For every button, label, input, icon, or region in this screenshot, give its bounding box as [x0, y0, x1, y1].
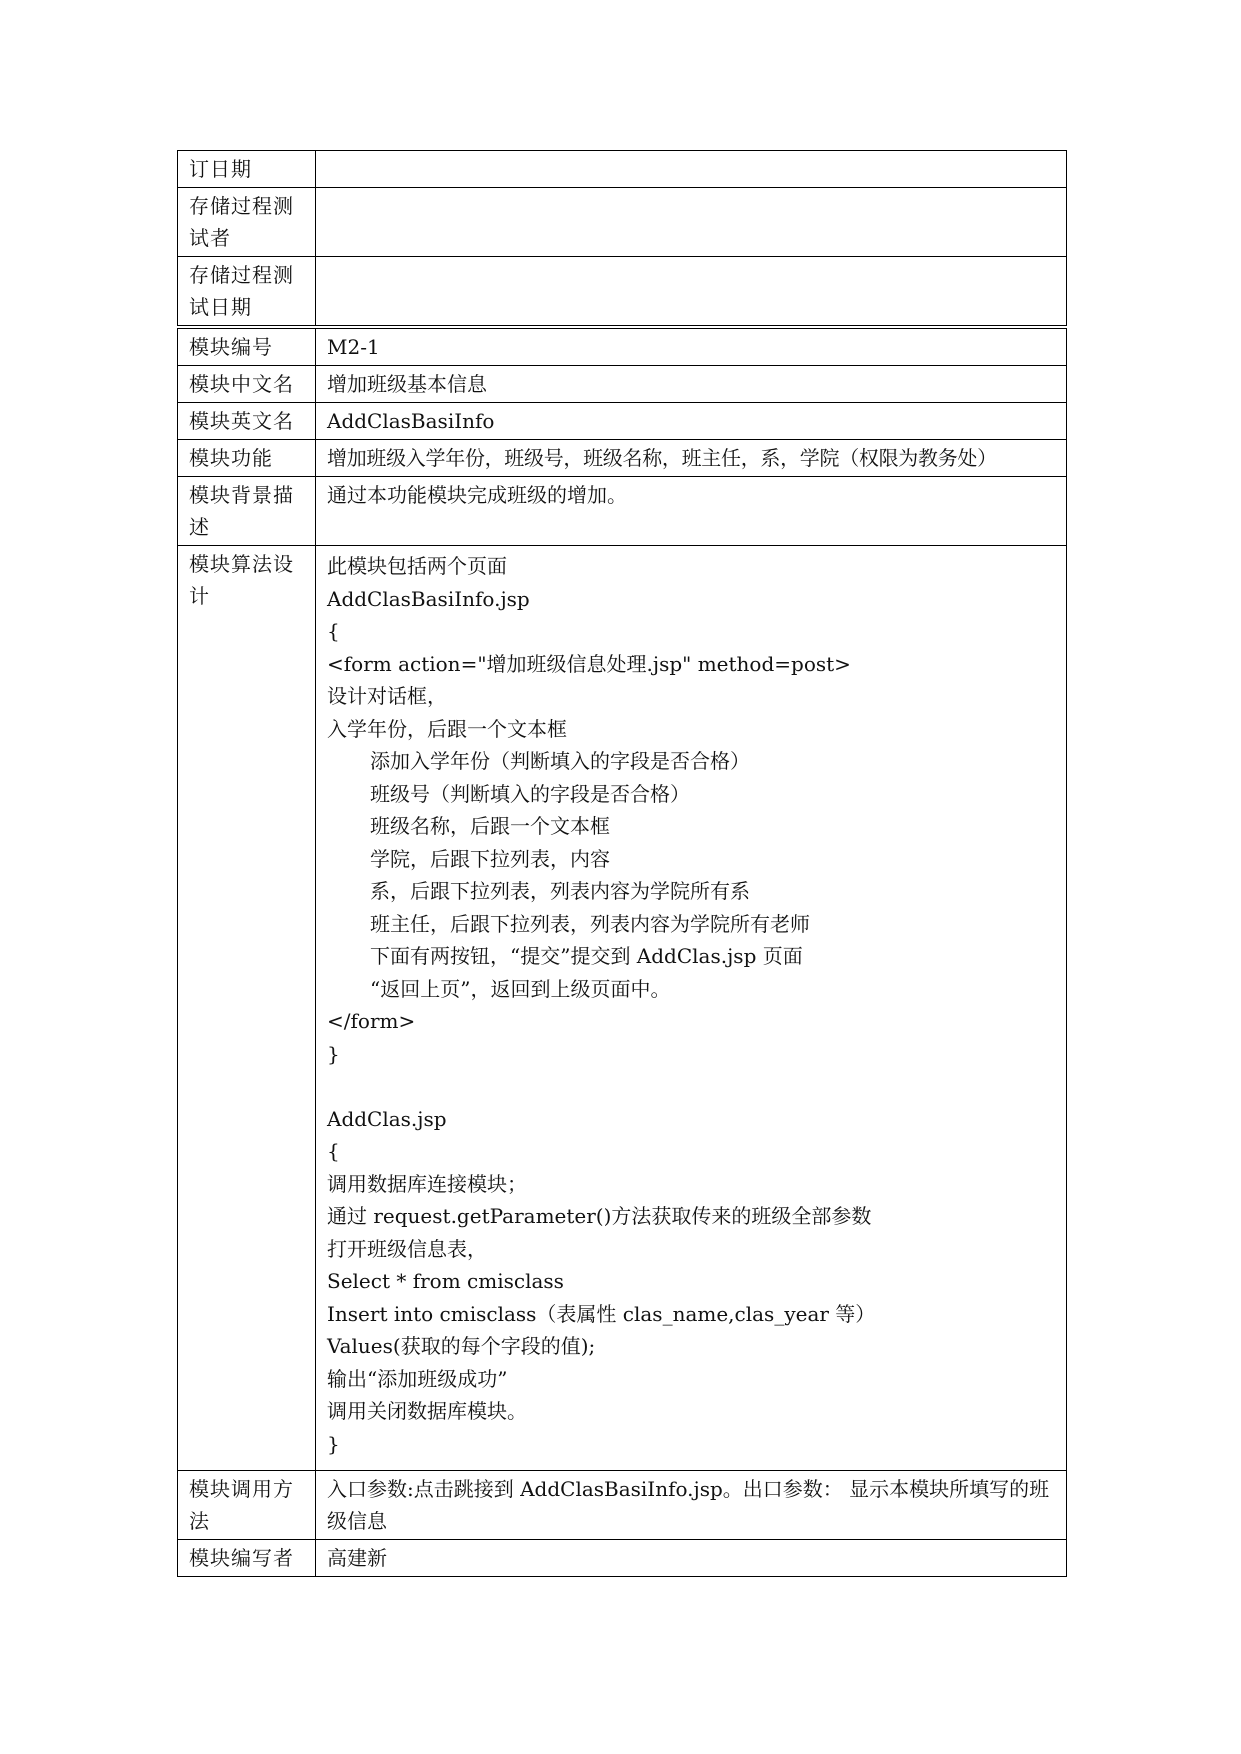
algorithm-line: 班级名称，后跟一个文本框	[370, 814, 610, 838]
algorithm-line	[327, 1070, 1056, 1103]
module-author-label: 模块编写者	[178, 1540, 316, 1577]
module-function-value: 增加班级入学年份，班级号，班级名称，班主任，系，学院（权限为教务处）	[316, 440, 1067, 477]
table-row	[178, 188, 1067, 257]
module-call-value: 入口参数:点击跳接到 AddClasBasiInfo.jsp。出口参数： 显示本模块所填写的班级信息	[316, 1471, 1067, 1540]
algorithm-line: Insert into cmisclass（表属性 clas_name,clas_year 等）	[327, 1301, 876, 1326]
module-background-value: 通过本功能模块完成班级的增加。	[316, 477, 1067, 546]
table-row	[178, 477, 1067, 546]
algorithm-line: 此模块包括两个页面	[327, 554, 507, 578]
module-en-name-label: 模块英文名	[178, 403, 316, 440]
algorithm-line: }	[327, 1431, 340, 1456]
algorithm-line: 输出“添加班级成功”	[327, 1366, 508, 1391]
module-background-label: 模块背景描述	[178, 477, 316, 546]
module-id-value: M2-1	[316, 329, 1067, 366]
table-row	[178, 329, 1067, 366]
algorithm-line: AddClas.jsp	[327, 1106, 447, 1131]
module-en-name-value: AddClasBasiInfo	[316, 403, 1067, 440]
table-row	[178, 366, 1067, 403]
table-row	[178, 257, 1067, 326]
algorithm-line: 打开班级信息表，	[327, 1236, 487, 1261]
test-info-table	[177, 150, 1067, 326]
module-algorithm-label: 模块算法设计	[178, 546, 316, 1471]
algorithm-line: 调用关闭数据库模块。	[327, 1399, 527, 1423]
module-algorithm-value	[316, 546, 1067, 1471]
table-row	[178, 546, 1067, 1471]
sp-test-date-value	[316, 257, 1067, 326]
sp-tester-value	[316, 188, 1067, 257]
algorithm-line: 学院，后跟下拉列表，内容	[370, 846, 610, 871]
table-row	[178, 1471, 1067, 1540]
algorithm-line: {	[327, 1139, 340, 1163]
module-spec-table	[177, 328, 1067, 1577]
algorithm-line: <form action="增加班级信息处理.jsp" method=post>	[327, 651, 851, 676]
algorithm-line: “返回上页”，返回到上级页面中。	[370, 976, 671, 1001]
table-row	[178, 403, 1067, 440]
algorithm-line: 调用数据库连接模块；	[327, 1171, 527, 1196]
order-date-label: 订日期	[178, 151, 316, 188]
module-cn-name-value: 增加班级基本信息	[316, 366, 1067, 403]
table-row	[178, 440, 1067, 477]
algorithm-line: 通过 request.getParameter()方法获取传来的班级全部参数	[327, 1204, 872, 1228]
algorithm-line: }	[327, 1041, 340, 1066]
sp-tester-label: 存储过程测试者	[178, 188, 316, 257]
order-date-value	[316, 151, 1067, 188]
table-row	[178, 1540, 1067, 1577]
module-id-label: 模块编号	[178, 329, 316, 366]
algorithm-line: 下面有两按钮，“提交”提交到 AddClas.jsp 页面	[370, 944, 803, 968]
module-call-label: 模块调用方法	[178, 1471, 316, 1540]
sp-test-date-label: 存储过程测试日期	[178, 257, 316, 326]
module-function-label: 模块功能	[178, 440, 316, 477]
algorithm-line: 系，后跟下拉列表，列表内容为学院所有系	[370, 879, 750, 903]
algorithm-line: {	[327, 619, 340, 643]
table-row	[178, 151, 1067, 188]
algorithm-line: Values(获取的每个字段的值);	[327, 1334, 596, 1358]
algorithm-line: 班主任，后跟下拉列表，列表内容为学院所有老师	[370, 911, 810, 936]
module-author-value: 高建新	[316, 1540, 1067, 1577]
algorithm-line: 添加入学年份（判断填入的字段是否合格）	[370, 749, 750, 773]
algorithm-line: AddClasBasiInfo.jsp	[327, 586, 530, 611]
algorithm-line: Select * from cmisclass	[327, 1269, 564, 1293]
algorithm-line: 班级号（判断填入的字段是否合格）	[370, 781, 690, 806]
algorithm-line: </form>	[327, 1009, 416, 1033]
algorithm-line: 入学年份，后跟一个文本框	[327, 716, 567, 741]
module-cn-name-label: 模块中文名	[178, 366, 316, 403]
algorithm-line: 设计对话框，	[327, 684, 447, 708]
